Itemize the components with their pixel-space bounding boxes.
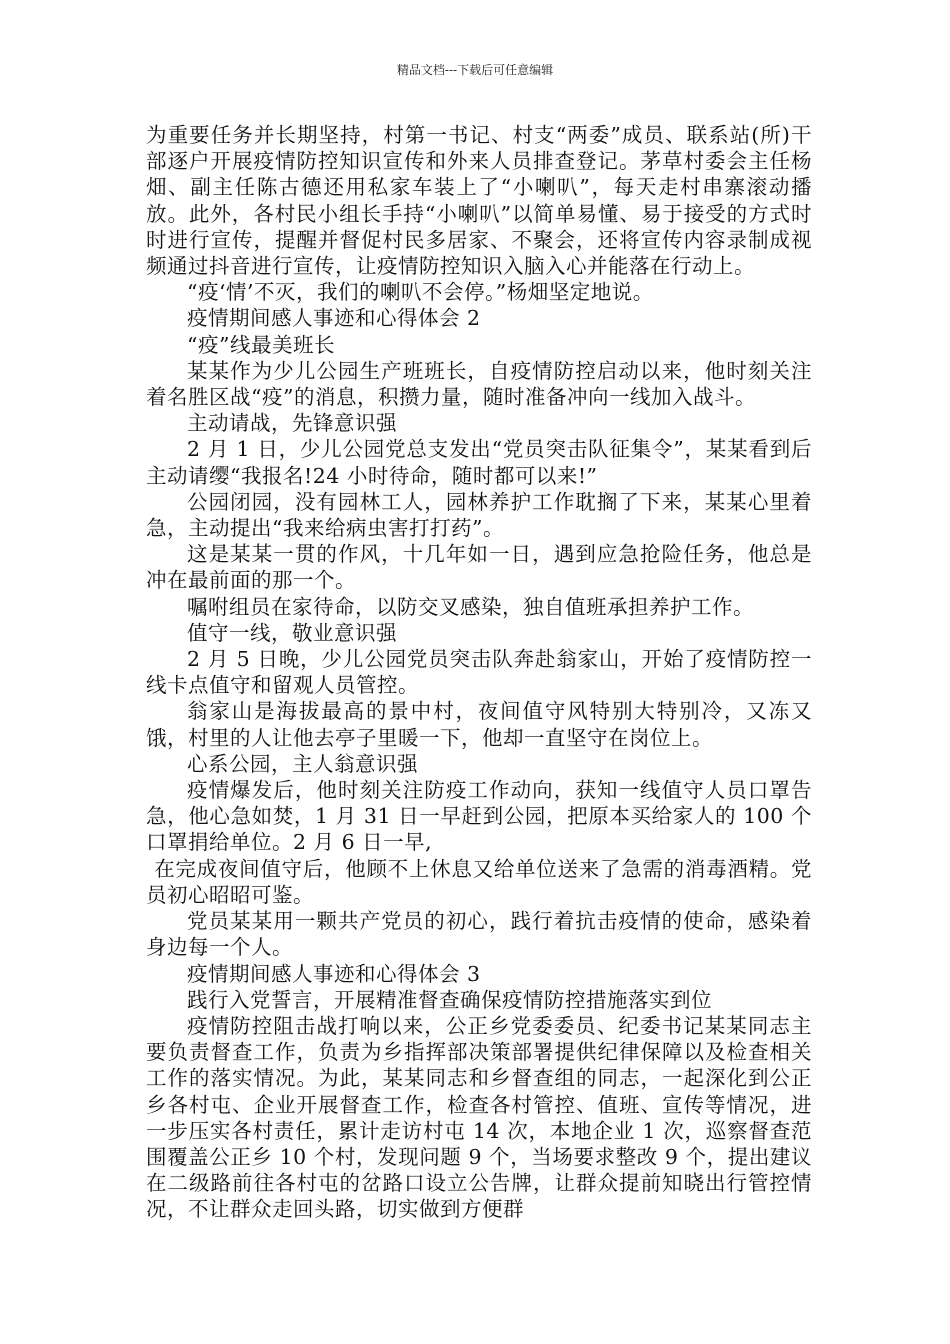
paragraph: 嘱咐组员在家待命，以防交叉感染，独自值班承担养护工作。	[187, 594, 754, 619]
paragraph: 党员某某用一颗共产党员的初心，践行着抗击疫情的使命，感染着身边每一个人。	[146, 909, 812, 960]
paragraph: 为重要任务并长期坚持，村第一书记、村支“两委”成员、联系站(所)干部逐户开展疫情防控知识宣传和外来人员排查登记。茅草村委会主任杨畑、副主任陈古德还用私家车装上了“小喇叭”，每天走村串寨滚动播放。此外，各村民小组长手持“小喇叭”以简单易懂、易于接受的方式时时进行宣传，提醒并督促村民多居家、不聚会，还将宣传内容录制成视频通过抖音进行宣传，让疫情防控知识入脑入心并能落在行动上。	[146, 123, 812, 279]
paragraph: 2 月 1 日，少儿公园党总支发出“党员突击队征集令”，某某看到后主动请缨“我报名!24 小时待命，随时都可以来!”	[146, 437, 812, 488]
paragraph: 这是某某一贯的作风，十几年如一日，遇到应急抢险任务，他总是冲在最前面的那一个。	[146, 542, 812, 593]
paragraph: 某某作为少儿公园生产班班长，自疫情防控启动以来，他时刻关注着名胜区战“疫”的消息，积攒力量，随时准备冲向一线加入战斗。	[146, 358, 812, 410]
section-subtitle: “疫”线最美班长	[187, 332, 335, 357]
page-header: 精品文档---下载后可任意编辑	[396, 63, 554, 77]
paragraph: 在完成夜间值守后，他顾不上休息又给单位送来了急需的消毒酒精。党员初心昭昭可鉴。	[146, 856, 812, 907]
section-subtitle: 践行入党誓言，开展精准督查确保疫情防控措施落实到位	[187, 987, 712, 1012]
section-subtitle: 心系公园，主人翁意识强	[187, 751, 418, 776]
section-subtitle: 值守一线，敬业意识强	[187, 620, 397, 645]
paragraph: “疫‘情’不灭，我们的喇叭不会停。”杨畑坚定地说。	[187, 280, 654, 305]
paragraph: 翁家山是海拔最高的景中村，夜间值守风特别大特别冷，又冻又饿，村里的人让他去亭子里暖一下，他却一直坚守在岗位上。	[146, 699, 812, 750]
paragraph: 疫情爆发后，他时刻关注防疫工作动向，获知一线值守人员口罩告急，他心急如焚，1 月 31 日一早赶到公园，把原本买给家人的 100 个口罩捐给单位。2 月 6 日一早,	[146, 778, 812, 855]
document-body	[146, 122, 812, 1223]
paragraph: 2 月 5 日晚，少儿公园党员突击队奔赴翁家山，开始了疫情防控一线卡点值守和留观人员管控。	[146, 647, 812, 698]
section-subtitle: 主动请战，先锋意识强	[187, 411, 397, 436]
paragraph: 公园闭园，没有园林工人，园林养护工作耽搁了下来，某某心里着急，主动提出“我来给病虫害打打药”。	[146, 489, 812, 541]
section-title: 疫情期间感人事迹和心得体会 2	[187, 306, 481, 331]
section-title: 疫情期间感人事迹和心得体会 3	[187, 961, 481, 986]
paragraph: 疫情防控阻击战打响以来，公正乡党委委员、纪委书记某某同志主要负责督查工作，负责为乡指挥部决策部署提供纪律保障以及检查相关工作的落实情况。为此，某某同志和乡督查组的同志，一起深化到公正乡各村屯、企业开展督查工作，检查各村管控、值班、宣传等情况，进一步压实各村责任，累计走访村屯 14 次，本地企业 1 次，巡察督查范围覆盖公正乡 10 个村，发现问题 9 个，当场要求整改 9 个，提出建议在二级路前往各村屯的岔路口设立公告牌，让群众提前知晓出行管控情况，不让群众走回头路，切实做到方便群	[146, 1013, 812, 1222]
